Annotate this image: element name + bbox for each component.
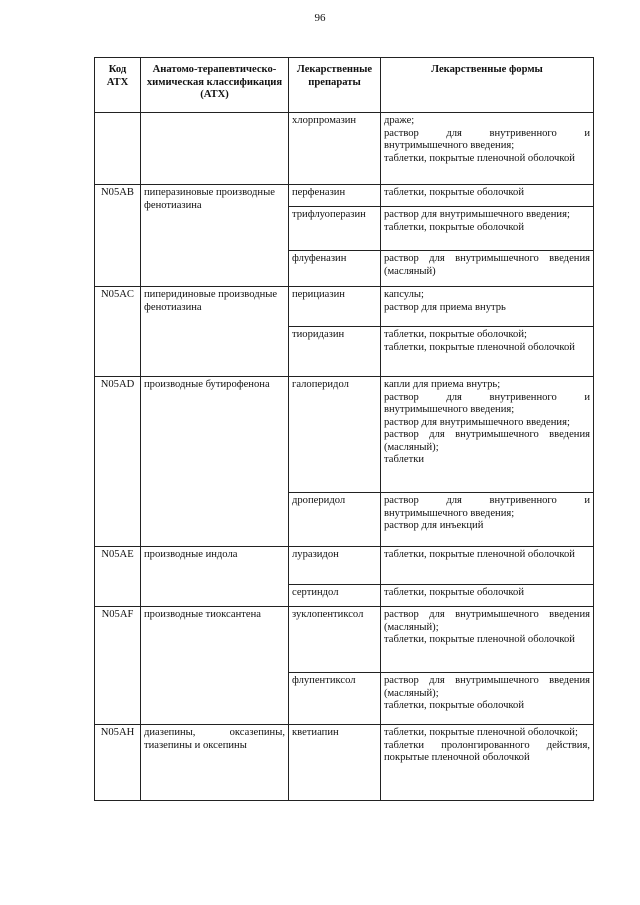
dosage-form-line: капли для приема внутрь; [384,379,501,390]
drug-name-cell: дроперидол [289,493,381,547]
classification-cell: пиперазиновые производные фенотиазина [141,185,289,287]
table-row [95,607,594,673]
dosage-form-line: раствор для внутримышечного введения; [384,209,570,220]
drug-name-cell: зуклопентиксол [289,607,381,673]
table-header-row [95,58,594,113]
dosage-form-line: капсулы; [384,289,424,300]
drug-name-cell: флуфеназин [289,251,381,287]
drug-name-cell: галоперидол [289,377,381,493]
dosage-form-line: раствор для внутримышечного введения (масляный); [384,429,590,453]
dosage-forms-cell [381,585,594,607]
drug-name-cell: перициазин [289,287,381,327]
atx-code-cell: N05AF [95,607,141,725]
atx-code-cell: N05AC [95,287,141,377]
header-code: Код АТХ [95,58,141,113]
page-number: 96 [314,12,326,24]
header-drugs: Лекарственные препараты [289,58,381,113]
dosage-forms-cell [381,547,594,585]
table-body [95,113,594,801]
drug-name-cell: перфеназин [289,185,381,207]
dosage-forms-cell [381,113,594,185]
dosage-forms-cell [381,185,594,207]
atx-code-cell: N05AD [95,377,141,547]
dosage-form-line: раствор для внутримышечного введения (масляный) [384,253,590,277]
table-row [95,547,594,585]
atx-code-cell: N05AH [95,725,141,801]
dosage-form-line: раствор для внутримышечного введения (масляный); [384,609,590,633]
dosage-form-line: раствор для внутривенного и внутримышечного введения; [384,391,590,415]
dosage-form-line: раствор для инъекций [384,520,484,531]
dosage-forms-cell [381,251,594,287]
table-row [95,287,594,327]
atx-code-cell: N05AB [95,185,141,287]
atx-code-cell [95,113,141,185]
dosage-forms-cell [381,725,594,801]
dosage-form-line: таблетки [384,454,425,465]
dosage-forms-cell [381,327,594,377]
table-row [95,185,594,207]
dosage-forms-cell [381,377,594,493]
dosage-form-line: таблетки, покрытые пленочной оболочкой [384,341,575,353]
header-forms: Лекарственные формы [381,58,594,113]
dosage-form-line: раствор для внутривенного и внутримышечного введения; [384,495,590,519]
drug-name-cell: хлорпромазин [289,113,381,185]
dosage-form-line: таблетки, покрытые оболочкой [384,187,524,198]
dosage-forms-cell [381,607,594,673]
dosage-form-line: раствор для внутримышечного введения (масляный); [384,675,590,699]
dosage-form-line: таблетки, покрытые пленочной оболочкой [384,634,575,645]
dosage-forms-cell [381,493,594,547]
dosage-form-line: раствор для приема внутрь [384,301,506,313]
drug-name-cell: тиоридазин [289,327,381,377]
dosage-form-line: таблетки, покрытые оболочкой [384,700,524,711]
dosage-forms-cell [381,673,594,725]
classification-cell [141,113,289,185]
drug-name-cell: луразидон [289,547,381,585]
classification-cell: производные тиоксантена [141,607,289,725]
dosage-forms-cell [381,287,594,327]
dosage-form-line: таблетки, покрытые пленочной оболочкой [384,549,575,560]
dosage-form-line: раствор для внутримышечного введения; [384,416,570,428]
dosage-form-line: таблетки пролонгированного действия, покрытые пленочной оболочкой [384,739,590,763]
dosage-form-line: таблетки, покрытые оболочкой [384,587,524,598]
table-row [95,113,594,185]
dosage-form-line: драже; [384,115,415,126]
dosage-form-line: раствор для внутривенного и внутримышечного введения; [384,127,590,151]
table-row [95,725,594,801]
classification-cell: диазепины, оксазепины, тиазепины и оксепины [141,725,289,801]
drug-name-cell: флупентиксол [289,673,381,725]
drug-name-cell: сертиндол [289,585,381,607]
dosage-form-line: таблетки, покрытые оболочкой [384,221,524,233]
atx-classification-table [94,57,594,801]
header-classification: Анатомо-терапевтическо-химическая классификация (АТХ) [141,58,289,113]
dosage-form-line: таблетки, покрытые пленочной оболочкой; [384,727,578,738]
classification-cell: пиперидиновые производные фенотиазина [141,287,289,377]
dosage-form-line: таблетки, покрытые пленочной оболочкой [384,152,575,164]
drug-name-cell: кветиапин [289,725,381,801]
classification-cell: производные бутирофенона [141,377,289,547]
dosage-form-line: таблетки, покрытые оболочкой; [384,329,527,340]
atx-code-cell: N05AE [95,547,141,607]
dosage-forms-cell [381,207,594,251]
drug-name-cell: трифлуоперазин [289,207,381,251]
classification-cell: производные индола [141,547,289,607]
table-row [95,377,594,493]
